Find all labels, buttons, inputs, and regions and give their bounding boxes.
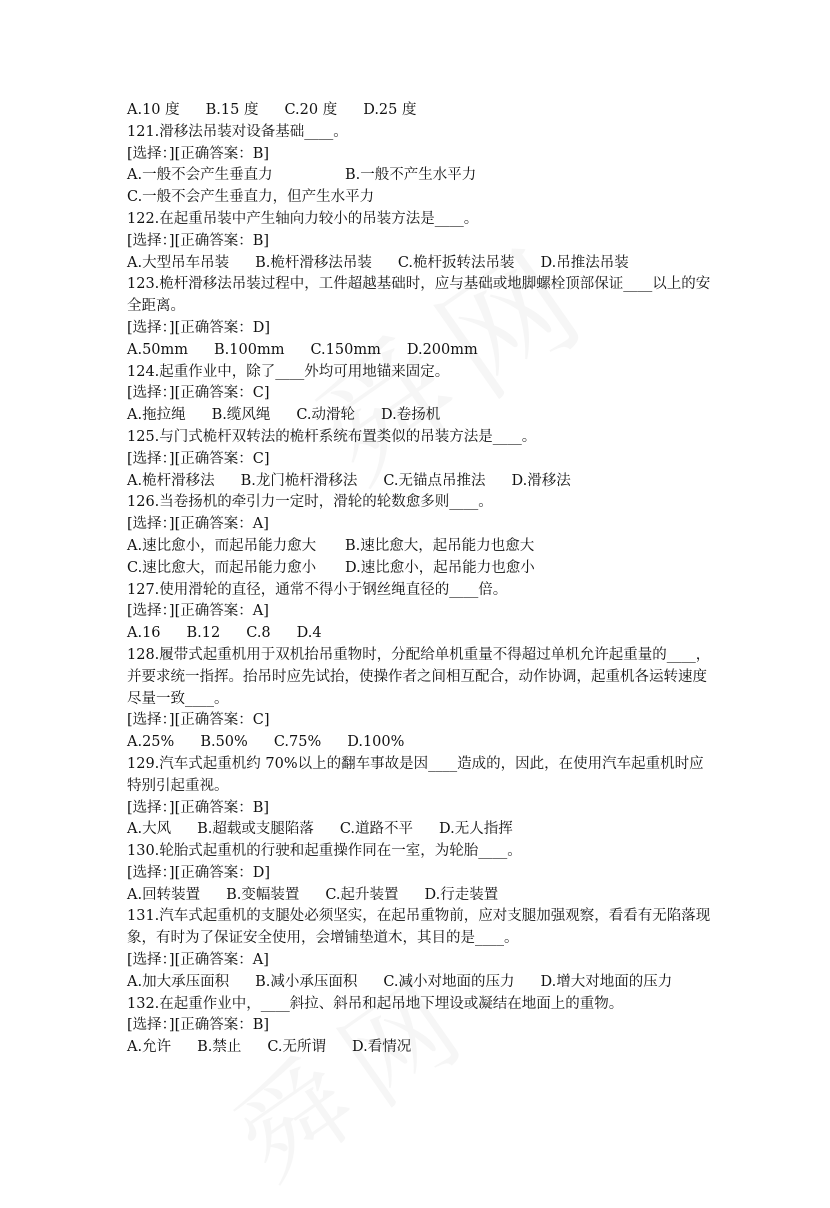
answer-option: D.无人指挥 xyxy=(439,821,513,838)
option-row xyxy=(127,253,712,275)
answer-option: D.行走装置 xyxy=(424,886,499,903)
option-row xyxy=(127,732,712,754)
question-text: 123.桅杆滑移法吊装过程中，工件超越基础时，应与基础或地脚螺栓顶部保证____以上的安全距离。 xyxy=(127,276,711,315)
answer-option: D.滑移法 xyxy=(511,472,571,489)
answer-option: C.速比愈大，而起吊能力愈小 xyxy=(127,559,317,576)
answer-option: B.变幅装置 xyxy=(226,886,300,903)
answer-key: [选择：][正确答案：B] xyxy=(127,232,270,249)
option-row xyxy=(127,1037,712,1059)
question-text: 130.轮胎式起重机的行驶和起重操作同在一室，为轮胎____。 xyxy=(127,843,522,860)
answer-option: B.龙门桅杆滑移法 xyxy=(240,472,358,489)
answer-key: [选择：][正确答案：D] xyxy=(127,319,271,336)
document-body xyxy=(127,100,712,1059)
question-text: C.一般不会产生垂直力，但产生水平力 xyxy=(127,189,375,206)
answer-option: C.动滑轮 xyxy=(296,407,356,424)
answer-option: C.无锚点吊推法 xyxy=(383,472,486,489)
answer-option: A.桅杆滑移法 xyxy=(127,472,215,489)
answer-option: D.看情况 xyxy=(352,1039,412,1056)
question-text: 121.滑移法吊装对设备基础____。 xyxy=(127,123,348,140)
answer-key: [选择：][正确答案：D] xyxy=(127,864,271,881)
answer-option: B.12 xyxy=(186,625,221,642)
option-row xyxy=(127,405,712,427)
answer-key: [选择：][正确答案：C] xyxy=(127,712,270,729)
answer-option: B.禁止 xyxy=(197,1039,242,1056)
option-row xyxy=(127,819,712,841)
answer-option: C.75% xyxy=(273,734,322,751)
answer-option: C.8 xyxy=(246,625,271,642)
option-row xyxy=(127,165,712,187)
answer-option: C.起升装置 xyxy=(325,886,399,903)
option-row xyxy=(127,972,712,994)
answer-option: B.50% xyxy=(200,734,248,751)
answer-option: A.允许 xyxy=(127,1039,172,1056)
answer-key: [选择：][正确答案：C] xyxy=(127,450,270,467)
answer-option: B.缆风绳 xyxy=(211,407,271,424)
answer-key: [选择：][正确答案：C] xyxy=(127,385,270,402)
answer-key: [选择：][正确答案：A] xyxy=(127,603,269,620)
answer-key: [选择：][正确答案：B] xyxy=(127,145,270,162)
answer-option: A.10 度 xyxy=(127,102,180,118)
option-row xyxy=(127,885,712,907)
answer-option: C.20 度 xyxy=(284,102,338,118)
answer-option: A.回转装置 xyxy=(127,886,201,903)
answer-option: D.吊推法吊装 xyxy=(540,254,629,271)
answer-option: D.4 xyxy=(296,625,322,642)
answer-option: A.拖拉绳 xyxy=(127,407,186,424)
answer-option: B.超载或支腿陷落 xyxy=(197,821,314,838)
answer-option: C.道路不平 xyxy=(339,821,414,838)
answer-key: [选择：][正确答案：B] xyxy=(127,1017,270,1034)
answer-option: D.200mm xyxy=(406,341,478,358)
answer-option: A.16 xyxy=(127,625,161,642)
answer-option: A.大风 xyxy=(127,821,172,838)
answer-option: B.减小承压面积 xyxy=(255,973,358,990)
answer-key: [选择：][正确答案：B] xyxy=(127,799,270,816)
answer-option: A.25% xyxy=(127,734,175,751)
option-row xyxy=(127,558,712,580)
answer-option: B.100mm xyxy=(214,341,285,358)
answer-option: B.15 度 xyxy=(205,102,259,118)
answer-option: C.桅杆扳转法吊装 xyxy=(397,254,515,271)
answer-option: A.速比愈小，而起吊能力愈大 xyxy=(127,537,317,554)
answer-option: A.一般不会产生垂直力 xyxy=(127,167,273,184)
answer-option: C.150mm xyxy=(310,341,381,358)
answer-option: A.50mm xyxy=(127,341,189,358)
answer-option: D.25 度 xyxy=(363,102,417,118)
answer-option: C.无所谓 xyxy=(267,1039,327,1056)
question-text: 124.起重作业中，除了____外均可用地锚来固定。 xyxy=(127,363,450,380)
option-row xyxy=(127,340,712,362)
answer-option: B.一般不产生水平力 xyxy=(345,167,477,184)
answer-option: B.速比愈大，起吊能力也愈大 xyxy=(345,537,535,554)
answer-option: B.桅杆滑移法吊装 xyxy=(255,254,372,271)
question-text: 125.与门式桅杆双转法的桅杆系统布置类似的吊装方法是____。 xyxy=(127,428,537,445)
answer-option: D.增大对地面的压力 xyxy=(540,973,673,990)
answer-option: D.卷扬机 xyxy=(381,407,441,424)
option-row xyxy=(127,471,712,493)
question-text: 129.汽车式起重机约 70%以上的翻车事故是因____造成的，因此，在使用汽车起重机时应特别引起重视。 xyxy=(127,755,704,794)
answer-key: [选择：][正确答案：A] xyxy=(127,516,269,533)
question-text: 128.履带式起重机用于双机抬吊重物时，分配给单机重量不得超过单机允许起重量的____，并要求统一指挥。抬吊时应先试抬，使操作者之间相互配合，动作协调，起重机各运转速度尽量一致____。 xyxy=(127,646,711,707)
answer-option: D.100% xyxy=(347,734,405,751)
answer-option: A.加大承压面积 xyxy=(127,973,230,990)
question-text: 132.在起重作业中，____斜拉、斜吊和起吊地下埋设或凝结在地面上的重物。 xyxy=(127,995,624,1012)
option-row xyxy=(127,100,712,122)
answer-key: [选择：][正确答案：A] xyxy=(127,952,269,969)
option-row xyxy=(127,623,712,645)
question-text: 126.当卷扬机的牵引力一定时，滑轮的轮数愈多则____。 xyxy=(127,494,493,511)
answer-option: C.减小对地面的压力 xyxy=(383,973,515,990)
answer-option: D.速比愈小，起吊能力也愈小 xyxy=(345,559,535,576)
option-row xyxy=(127,536,712,558)
question-text: 122.在起重吊装中产生轴向力较小的吊装方法是____。 xyxy=(127,210,479,227)
answer-option: A.大型吊车吊装 xyxy=(127,254,230,271)
question-text: 127.使用滑轮的直径，通常不得小于钢丝绳直径的____倍。 xyxy=(127,581,508,598)
question-text: 131.汽车式起重机的支腿处必须坚实，在起吊重物前，应对支腿加强观察，看看有无陷落现象，有时为了保证安全使用，会增铺垫道木，其目的是____。 xyxy=(127,908,711,947)
